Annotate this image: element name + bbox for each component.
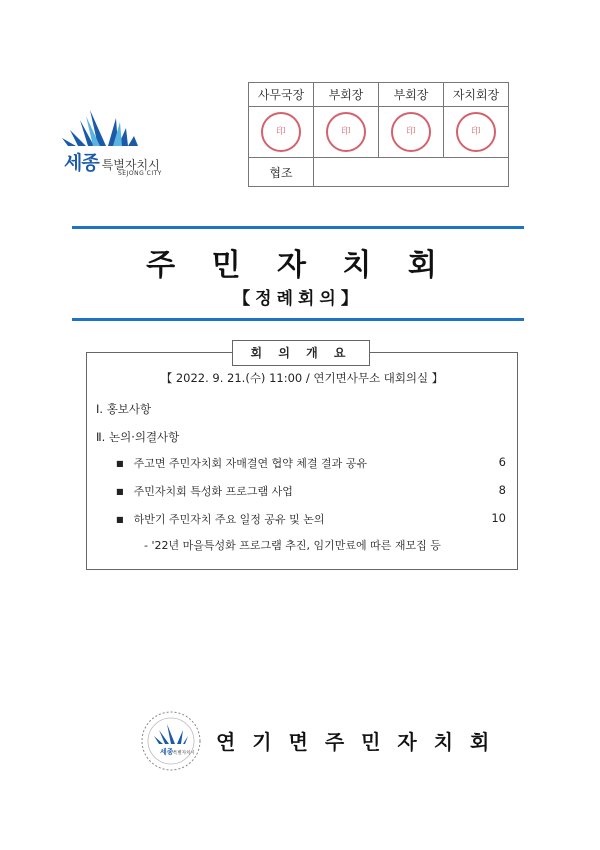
- agenda-item: [116, 455, 367, 471]
- approval-seal-cell: [314, 107, 379, 158]
- seal-stamp-icon: 印: [326, 112, 366, 152]
- agenda-item-page: 10: [491, 511, 506, 525]
- agenda-item-page: 8: [498, 483, 506, 497]
- approval-seal-cell: [444, 107, 509, 158]
- footer-organization: 연 기 면 주 민 자 치 회: [216, 730, 495, 754]
- bullet-icon: ■: [116, 459, 124, 468]
- approval-seal-cell: [379, 107, 444, 158]
- coop-label: 협조: [249, 158, 314, 187]
- approval-header: 사무국장: [249, 83, 314, 107]
- title-rule-bottom: [72, 318, 524, 321]
- logo-en: SEJONG CITY: [118, 170, 162, 177]
- approval-header: 부회장: [314, 83, 379, 107]
- approval-table: [248, 82, 509, 187]
- bullet-icon: ■: [116, 487, 124, 496]
- bullet-icon: ■: [116, 515, 124, 524]
- coop-cell: [314, 158, 509, 187]
- agenda-item: [116, 483, 293, 499]
- title-rule-top: [72, 226, 524, 229]
- footer-seal-name: 세종: [160, 748, 174, 756]
- footer-seal-logo-icon: [140, 710, 202, 772]
- logo-name: 세종: [64, 152, 99, 174]
- footer-seal-sub: 특별자치시: [173, 751, 195, 756]
- meeting-info: 【 2022. 9. 21.(수) 11:00 / 연기면사무소 대회의실 】: [160, 371, 444, 385]
- agenda-item: [116, 511, 325, 527]
- agenda-box-label: 회 의 개 요: [232, 340, 370, 366]
- agenda-item-text: 주민자치회 특성화 프로그램 사업: [133, 485, 293, 498]
- agenda-item-text: 주고면 주민자치회 자매결연 협약 체결 결과 공유: [133, 457, 368, 470]
- page-subtitle: 【정례회의】: [233, 289, 363, 309]
- approval-seal-cell: [249, 107, 314, 158]
- seal-stamp-icon: 印: [391, 112, 431, 152]
- logo-sub: 특별자치시: [101, 158, 160, 172]
- page-title: 주 민 자 치 회: [146, 248, 450, 283]
- agenda-item-text: 하반기 주민자치 주요 일정 공유 및 논의: [133, 513, 325, 526]
- approval-header: 자치회장: [444, 83, 509, 107]
- approval-header: 부회장: [379, 83, 444, 107]
- seal-stamp-icon: 印: [456, 112, 496, 152]
- agenda-detail: - '22년 마을특성화 프로그램 추진, 임기만료에 따른 재모집 등: [144, 539, 441, 552]
- agenda-item-page: 6: [498, 455, 506, 469]
- seal-stamp-icon: 印: [261, 112, 301, 152]
- section-heading: Ⅱ. 논의·의결사항: [96, 430, 180, 444]
- section-heading: Ⅰ. 홍보사항: [96, 402, 152, 416]
